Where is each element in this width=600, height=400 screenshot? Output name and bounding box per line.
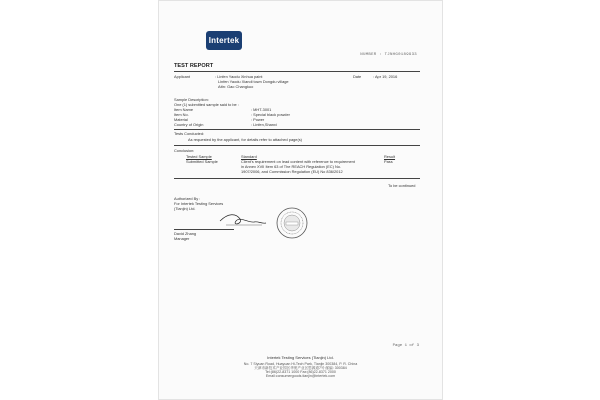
col-result: Result (384, 154, 396, 159)
date-label: Date (353, 74, 362, 79)
title-divider (174, 71, 420, 72)
report-title: TEST REPORT (174, 63, 214, 69)
tested-sample-value: Submitted Sample (186, 159, 218, 164)
authorized-org: For Intertek Testing Services (174, 201, 224, 206)
sample-row-label: Item Name (174, 107, 194, 112)
conclusion-heading: Conclusion: (174, 148, 195, 153)
report-page (158, 0, 443, 400)
page-number: Page 1 of 3 (392, 344, 419, 348)
standard-line: Client's requirement on lead content with reference to requirement (241, 159, 355, 164)
tests-text: As requested by the applicant, for details refer to attached page(s) (188, 137, 302, 142)
intertek-logo: Intertek (206, 31, 242, 50)
footer-company: Intertek Testing Services (Tianjin) Ltd. (267, 355, 334, 360)
footer-line: Tel:(86)22-8371 1000 Fax:(86)22-8371 2000 (265, 370, 336, 374)
sample-row-value: : Power (251, 117, 265, 122)
authorized-by: Authorized By : (174, 196, 201, 201)
sample-row-label: Material (174, 117, 188, 122)
col-tested-sample: Tested Sample (186, 154, 212, 159)
signer-name: David Zhang (174, 231, 197, 236)
sample-intro: One (1) submitted sample said to be : (174, 102, 239, 107)
section-divider (174, 129, 420, 130)
sample-row-label: Country of Origin (174, 122, 204, 127)
tests-heading: Tests Conducted: (174, 131, 205, 136)
date-value: : Apr 19, 2016 (373, 74, 398, 79)
applicant-label: Applicant (174, 74, 191, 79)
footer-line: Email:consumergoods.tianjin@intertek.com (265, 374, 336, 378)
report-number: NUMBER : TJNHG0189933 (360, 53, 417, 57)
sample-row-value: : Special black powder (251, 112, 290, 117)
to-be-continued: To be continued (388, 183, 416, 188)
sample-heading: Sample Description: (174, 97, 209, 102)
footer-line: No. 7 Siyuan Road, Huayuan Hi-Tech Park, Tianjin 300384, P. R. China (243, 362, 358, 366)
signature-line (174, 229, 234, 230)
sample-row-value: : Linfen,Shanxi (251, 122, 277, 127)
footer-line: 天津市新技术产业园区华苑产业区思源道7号 邮编: 300384 (254, 366, 347, 370)
standard-line: 1907/2006, and Commission Regulation (EU) No 836/2012 (241, 169, 343, 174)
applicant-address: Linfen Yaodu Xiandi town Dongdu village (218, 79, 289, 84)
section-divider (174, 178, 420, 179)
applicant-attn: Attn: Gao Changkuo (218, 84, 254, 89)
col-standard: Standard (241, 154, 257, 159)
section-divider (174, 145, 420, 146)
standard-line: in Annex XVII Item 63 of The REACH Regulation (EC) No. (241, 164, 342, 169)
sample-row-label: Item No. (174, 112, 189, 117)
sample-row-value: : MHT-3001 (251, 107, 272, 112)
signer-role: Manager (174, 236, 190, 241)
authorized-org-2: (Tianjin) Ltd. (174, 206, 196, 211)
company-seal-icon (276, 207, 308, 239)
result-value: Pass (384, 159, 393, 164)
applicant-name: : Linfen Yaodu Xinhua paint (215, 74, 263, 79)
signature-icon (218, 209, 268, 229)
